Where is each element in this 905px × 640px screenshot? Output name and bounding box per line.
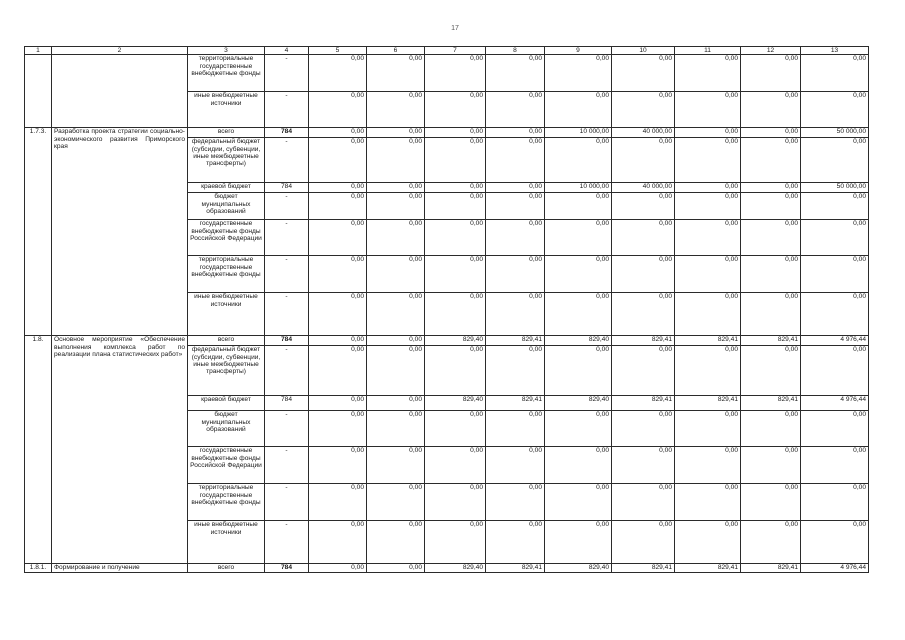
- budget-code: -: [265, 193, 309, 220]
- amount-cell: 10 000,00: [545, 128, 612, 138]
- amount-cell: 0,00: [741, 220, 801, 256]
- amount-cell: 10 000,00: [545, 183, 612, 193]
- amount-cell: 0,00: [425, 411, 486, 447]
- budget-code: -: [265, 293, 309, 336]
- amount-cell: 0,00: [425, 346, 486, 396]
- amount-cell: 0,00: [367, 447, 425, 484]
- amount-cell: 0,00: [675, 411, 741, 447]
- amount-cell: 829,41: [675, 336, 741, 346]
- amount-cell: 0,00: [486, 346, 545, 396]
- funding-source: бюджет муниципальных образований: [188, 411, 265, 447]
- amount-cell: 0,00: [675, 128, 741, 138]
- amount-cell: 4 976,44: [801, 336, 869, 346]
- amount-cell: 0,00: [801, 138, 869, 183]
- amount-cell: 0,00: [675, 484, 741, 521]
- funding-source: территориальные государственные внебюджетные фонды: [188, 55, 265, 92]
- amount-cell: 829,41: [675, 396, 741, 411]
- funding-source: иные внебюджетные источники: [188, 92, 265, 128]
- amount-cell: 0,00: [545, 521, 612, 564]
- amount-cell: 0,00: [486, 138, 545, 183]
- funding-source: краевой бюджет: [188, 183, 265, 193]
- amount-cell: 0,00: [309, 55, 367, 92]
- amount-cell: 0,00: [309, 346, 367, 396]
- funding-source: всего: [188, 564, 265, 573]
- amount-cell: 0,00: [425, 220, 486, 256]
- amount-cell: 0,00: [309, 183, 367, 193]
- amount-cell: 0,00: [612, 346, 675, 396]
- amount-cell: 0,00: [612, 138, 675, 183]
- amount-cell: 0,00: [309, 484, 367, 521]
- amount-cell: 0,00: [309, 256, 367, 293]
- funding-source: федеральный бюджет (субсидии, субвенции, иные межбюджетные трансферты): [188, 346, 265, 396]
- amount-cell: 0,00: [309, 411, 367, 447]
- amount-cell: 0,00: [367, 346, 425, 396]
- budget-code: -: [265, 346, 309, 396]
- amount-cell: 4 976,44: [801, 564, 869, 573]
- column-header: 7: [425, 47, 486, 55]
- column-header: 8: [486, 47, 545, 55]
- amount-cell: 0,00: [309, 193, 367, 220]
- amount-cell: 0,00: [801, 521, 869, 564]
- amount-cell: 0,00: [741, 193, 801, 220]
- amount-cell: 0,00: [675, 521, 741, 564]
- column-header: 4: [265, 47, 309, 55]
- funding-source: бюджет муниципальных образований: [188, 193, 265, 220]
- funding-source: всего: [188, 336, 265, 346]
- amount-cell: 0,00: [309, 138, 367, 183]
- funding-source: государственные внебюджетные фонды Российской Федерации: [188, 220, 265, 256]
- amount-cell: 0,00: [425, 128, 486, 138]
- table-row: [25, 55, 869, 92]
- amount-cell: 0,00: [741, 346, 801, 396]
- amount-cell: 0,00: [545, 484, 612, 521]
- amount-cell: 829,40: [425, 564, 486, 573]
- amount-cell: 0,00: [801, 193, 869, 220]
- amount-cell: 0,00: [367, 193, 425, 220]
- column-header: 3: [188, 47, 265, 55]
- amount-cell: 0,00: [367, 138, 425, 183]
- amount-cell: 0,00: [741, 447, 801, 484]
- amount-cell: 829,40: [545, 564, 612, 573]
- item-title: [52, 55, 188, 128]
- amount-cell: 0,00: [309, 293, 367, 336]
- amount-cell: 0,00: [425, 138, 486, 183]
- amount-cell: 0,00: [741, 256, 801, 293]
- amount-cell: 829,41: [612, 396, 675, 411]
- amount-cell: 0,00: [801, 346, 869, 396]
- amount-cell: 0,00: [486, 484, 545, 521]
- funding-source: территориальные государственные внебюджетные фонды: [188, 256, 265, 293]
- amount-cell: 0,00: [612, 293, 675, 336]
- amount-cell: 0,00: [801, 220, 869, 256]
- amount-cell: 0,00: [545, 193, 612, 220]
- amount-cell: 50 000,00: [801, 183, 869, 193]
- amount-cell: 0,00: [675, 256, 741, 293]
- amount-cell: 0,00: [675, 92, 741, 128]
- amount-cell: 0,00: [425, 484, 486, 521]
- funding-source: иные внебюджетные источники: [188, 521, 265, 564]
- funding-source: федеральный бюджет (субсидии, субвенции, иные межбюджетные трансферты): [188, 138, 265, 183]
- amount-cell: 0,00: [367, 564, 425, 573]
- amount-cell: 0,00: [675, 138, 741, 183]
- amount-cell: 0,00: [612, 411, 675, 447]
- amount-cell: 50 000,00: [801, 128, 869, 138]
- table-row: [25, 564, 869, 573]
- amount-cell: 0,00: [486, 521, 545, 564]
- amount-cell: 0,00: [675, 183, 741, 193]
- amount-cell: 0,00: [425, 293, 486, 336]
- amount-cell: 0,00: [545, 220, 612, 256]
- amount-cell: 0,00: [425, 521, 486, 564]
- column-header: 5: [309, 47, 367, 55]
- amount-cell: 40 000,00: [612, 183, 675, 193]
- amount-cell: 0,00: [801, 55, 869, 92]
- amount-cell: 0,00: [612, 447, 675, 484]
- item-number: 1.8.: [25, 336, 52, 564]
- amount-cell: 0,00: [612, 55, 675, 92]
- amount-cell: 0,00: [309, 396, 367, 411]
- amount-cell: 0,00: [309, 220, 367, 256]
- amount-cell: 829,41: [486, 396, 545, 411]
- column-header: 1: [25, 47, 52, 55]
- amount-cell: 0,00: [367, 293, 425, 336]
- amount-cell: 0,00: [545, 447, 612, 484]
- amount-cell: 829,41: [486, 336, 545, 346]
- column-header: 12: [741, 47, 801, 55]
- budget-code: -: [265, 256, 309, 293]
- amount-cell: 0,00: [367, 183, 425, 193]
- amount-cell: 0,00: [367, 55, 425, 92]
- amount-cell: 0,00: [367, 411, 425, 447]
- amount-cell: 0,00: [425, 183, 486, 193]
- amount-cell: 0,00: [741, 293, 801, 336]
- budget-code: -: [265, 55, 309, 92]
- amount-cell: 0,00: [309, 447, 367, 484]
- amount-cell: 829,41: [486, 564, 545, 573]
- item-title: Формирование и получение: [52, 564, 188, 573]
- column-header: 11: [675, 47, 741, 55]
- budget-code: -: [265, 92, 309, 128]
- amount-cell: 0,00: [741, 138, 801, 183]
- amount-cell: 0,00: [486, 256, 545, 293]
- amount-cell: 0,00: [425, 193, 486, 220]
- amount-cell: 0,00: [741, 183, 801, 193]
- amount-cell: 0,00: [545, 411, 612, 447]
- amount-cell: 829,41: [675, 564, 741, 573]
- amount-cell: 0,00: [309, 92, 367, 128]
- budget-code: -: [265, 484, 309, 521]
- amount-cell: 0,00: [612, 220, 675, 256]
- budget-code: -: [265, 447, 309, 484]
- amount-cell: 0,00: [367, 484, 425, 521]
- amount-cell: 0,00: [486, 447, 545, 484]
- budget-code: 784: [265, 183, 309, 193]
- amount-cell: 0,00: [425, 55, 486, 92]
- amount-cell: 0,00: [741, 484, 801, 521]
- amount-cell: 0,00: [612, 193, 675, 220]
- table-row: [25, 128, 869, 138]
- amount-cell: 40 000,00: [612, 128, 675, 138]
- column-header: 6: [367, 47, 425, 55]
- amount-cell: 0,00: [309, 128, 367, 138]
- amount-cell: 0,00: [801, 293, 869, 336]
- amount-cell: 829,41: [612, 564, 675, 573]
- amount-cell: 0,00: [486, 183, 545, 193]
- amount-cell: 0,00: [545, 293, 612, 336]
- amount-cell: 0,00: [367, 256, 425, 293]
- amount-cell: 0,00: [612, 256, 675, 293]
- amount-cell: 0,00: [741, 55, 801, 92]
- amount-cell: 0,00: [545, 138, 612, 183]
- amount-cell: 0,00: [675, 293, 741, 336]
- column-header: 2: [52, 47, 188, 55]
- amount-cell: 0,00: [486, 55, 545, 92]
- amount-cell: 4 976,44: [801, 396, 869, 411]
- amount-cell: 829,41: [741, 396, 801, 411]
- amount-cell: 0,00: [741, 92, 801, 128]
- amount-cell: 0,00: [675, 447, 741, 484]
- amount-cell: 0,00: [309, 564, 367, 573]
- amount-cell: 0,00: [545, 55, 612, 92]
- item-number: 1.8.1.: [25, 564, 52, 573]
- amount-cell: 829,40: [545, 336, 612, 346]
- amount-cell: 0,00: [367, 396, 425, 411]
- amount-cell: 0,00: [367, 521, 425, 564]
- funding-source: государственные внебюджетные фонды Российской Федерации: [188, 447, 265, 484]
- amount-cell: 829,40: [425, 396, 486, 411]
- amount-cell: 0,00: [486, 128, 545, 138]
- column-header: 10: [612, 47, 675, 55]
- amount-cell: 0,00: [612, 92, 675, 128]
- amount-cell: 0,00: [486, 193, 545, 220]
- budget-code: 784: [265, 564, 309, 573]
- column-header: 9: [545, 47, 612, 55]
- amount-cell: 0,00: [801, 256, 869, 293]
- amount-cell: 0,00: [425, 92, 486, 128]
- budget-code: -: [265, 138, 309, 183]
- amount-cell: 0,00: [801, 411, 869, 447]
- amount-cell: 0,00: [675, 220, 741, 256]
- amount-cell: 829,40: [545, 396, 612, 411]
- budget-code: -: [265, 411, 309, 447]
- amount-cell: 0,00: [486, 411, 545, 447]
- amount-cell: 0,00: [545, 256, 612, 293]
- amount-cell: 0,00: [486, 293, 545, 336]
- amount-cell: 0,00: [612, 484, 675, 521]
- amount-cell: 0,00: [309, 521, 367, 564]
- amount-cell: 0,00: [801, 92, 869, 128]
- amount-cell: 0,00: [367, 128, 425, 138]
- funding-source: краевой бюджет: [188, 396, 265, 411]
- item-number: 1.7.3.: [25, 128, 52, 336]
- amount-cell: 0,00: [486, 92, 545, 128]
- amount-cell: 0,00: [612, 521, 675, 564]
- amount-cell: 0,00: [675, 193, 741, 220]
- amount-cell: 0,00: [675, 346, 741, 396]
- amount-cell: 829,41: [741, 564, 801, 573]
- amount-cell: 0,00: [425, 447, 486, 484]
- funding-source: территориальные государственные внебюджетные фонды: [188, 484, 265, 521]
- amount-cell: 0,00: [675, 55, 741, 92]
- amount-cell: 0,00: [545, 346, 612, 396]
- budget-code: 784: [265, 336, 309, 346]
- amount-cell: 0,00: [741, 128, 801, 138]
- budget-code: 784: [265, 396, 309, 411]
- column-header: 13: [801, 47, 869, 55]
- amount-cell: 0,00: [741, 521, 801, 564]
- amount-cell: 0,00: [801, 447, 869, 484]
- amount-cell: 0,00: [367, 336, 425, 346]
- budget-code: -: [265, 521, 309, 564]
- amount-cell: 0,00: [425, 256, 486, 293]
- column-number-row: [25, 47, 869, 55]
- amount-cell: 0,00: [309, 336, 367, 346]
- amount-cell: 0,00: [545, 92, 612, 128]
- amount-cell: 0,00: [367, 220, 425, 256]
- amount-cell: 829,41: [741, 336, 801, 346]
- page-number: 17: [451, 25, 459, 32]
- amount-cell: 0,00: [741, 411, 801, 447]
- amount-cell: 829,41: [612, 336, 675, 346]
- amount-cell: 829,40: [425, 336, 486, 346]
- item-title: Основное мероприятие «Обеспечение выполнения комплекса работ по реализации плана статистических работ»: [52, 336, 188, 564]
- amount-cell: 0,00: [367, 92, 425, 128]
- amount-cell: 0,00: [486, 220, 545, 256]
- table-row: [25, 336, 869, 346]
- amount-cell: 0,00: [801, 484, 869, 521]
- budget-code: 784: [265, 128, 309, 138]
- budget-table: [24, 46, 869, 573]
- table-body: [25, 55, 869, 573]
- funding-source: иные внебюджетные источники: [188, 293, 265, 336]
- item-title: Разработка проекта стратегии социально-экономического развития Приморского края: [52, 128, 188, 336]
- funding-source: всего: [188, 128, 265, 138]
- budget-code: -: [265, 220, 309, 256]
- item-number: [25, 55, 52, 128]
